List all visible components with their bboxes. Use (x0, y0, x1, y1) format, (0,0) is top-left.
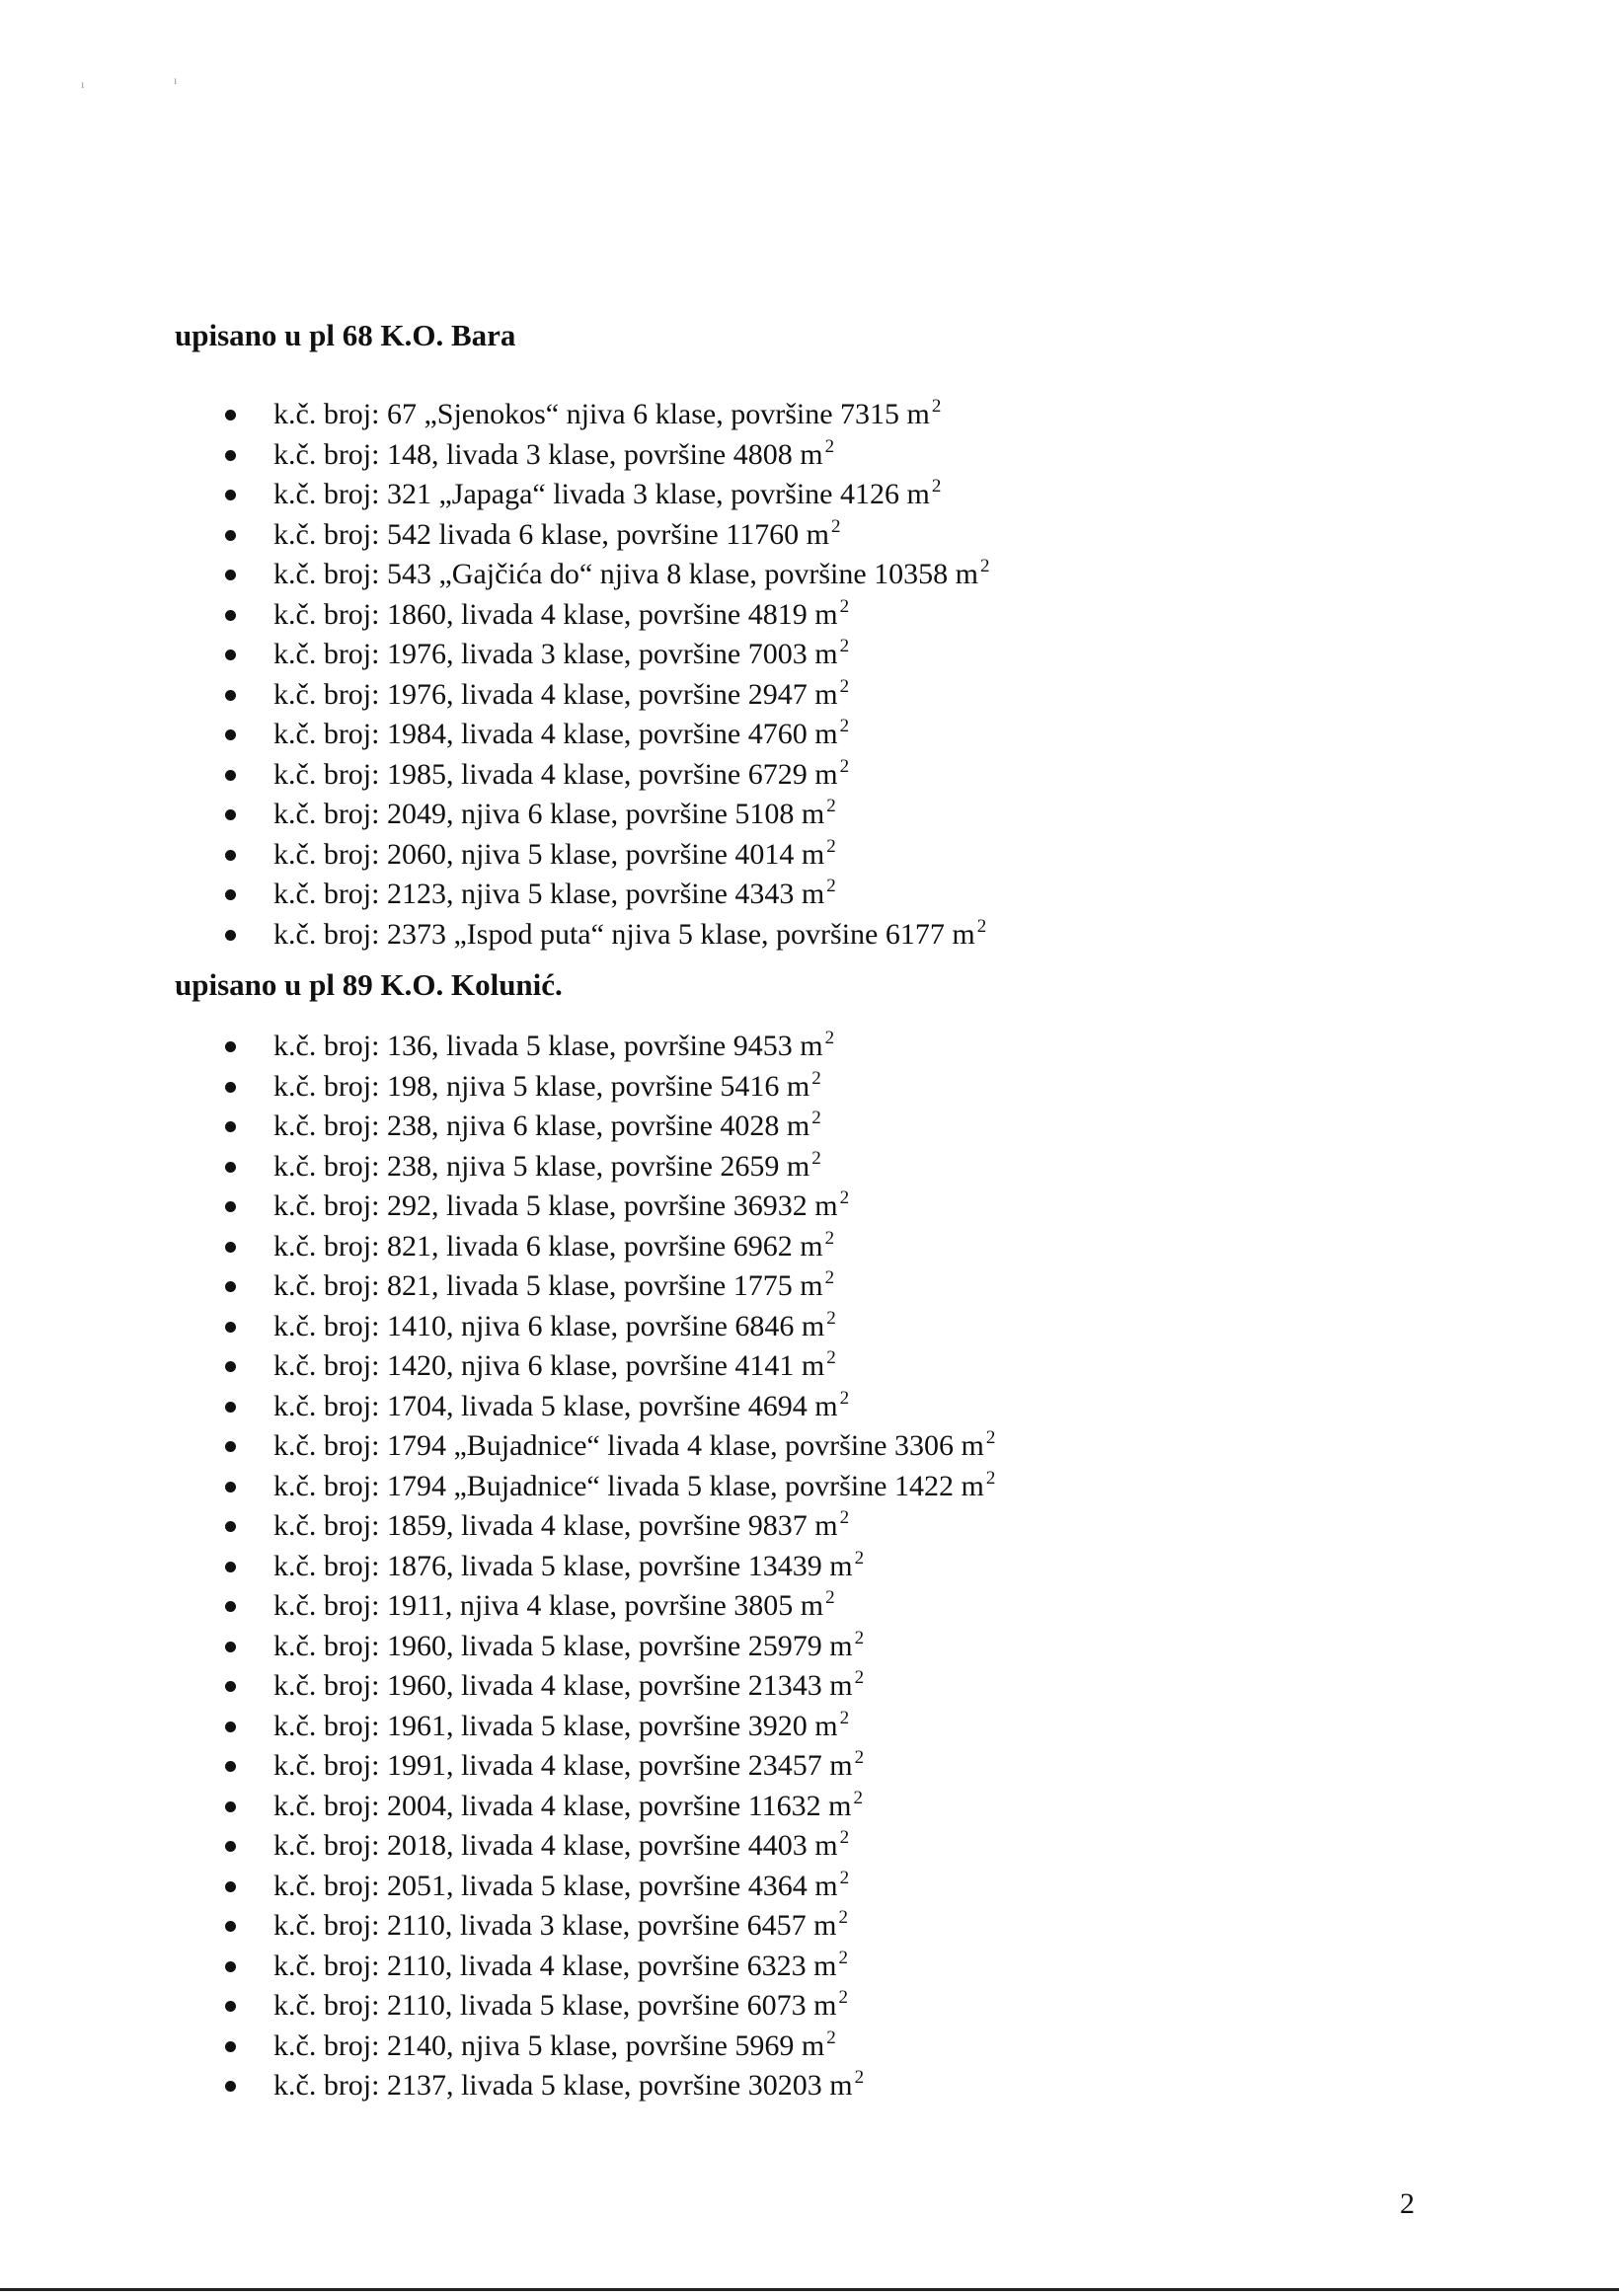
parcel-description: k.č. broj: 1960, livada 4 klase, površine 21343 m (273, 1669, 853, 1702)
parcel-description: k.č. broj: 542 livada 6 klase, površine 11760 m (273, 517, 829, 551)
bullet-icon (225, 1402, 236, 1413)
parcel-text (273, 1826, 849, 1867)
area-unit-exponent: 2 (839, 595, 850, 617)
parcel-description: k.č. broj: 2018, livada 4 klase, površine 4403 m (273, 1829, 838, 1862)
parcel-text (273, 1506, 849, 1547)
bullet-icon (225, 610, 236, 621)
parcel-text (273, 1147, 821, 1187)
bullet-icon (225, 1921, 236, 1932)
parcel-text (273, 1627, 864, 1667)
area-unit-exponent: 2 (826, 1347, 836, 1368)
area-unit-exponent: 2 (839, 1827, 850, 1848)
bullet-icon (225, 410, 236, 421)
parcel-text (273, 675, 849, 716)
bullet-icon (225, 1082, 236, 1093)
bullet-icon (225, 1242, 236, 1253)
parcel-text (273, 435, 834, 476)
area-unit-exponent: 2 (826, 876, 836, 896)
area-unit-exponent: 2 (839, 1187, 850, 1208)
area-unit-exponent: 2 (985, 1467, 996, 1489)
parcel-description: k.č. broj: 2051, livada 5 klase, površine 4364 m (273, 1869, 838, 1902)
parcel-text (273, 1307, 836, 1347)
area-unit-exponent: 2 (826, 1307, 836, 1329)
parcel-text (273, 1426, 995, 1467)
area-unit-exponent: 2 (826, 835, 836, 857)
parcel-description: k.č. broj: 1420, njiva 6 klase, površine 4141 m (273, 1349, 825, 1382)
parcel-description: k.č. broj: 148, livada 3 klase, površine 4808 m (273, 437, 823, 471)
bullet-icon (225, 1562, 236, 1572)
area-unit-exponent: 2 (979, 556, 990, 576)
parcel-text (273, 1186, 849, 1227)
bullet-icon (225, 809, 236, 820)
area-unit-exponent: 2 (854, 1627, 865, 1648)
bullet-icon (225, 1041, 236, 1052)
area-unit-exponent: 2 (854, 2067, 865, 2088)
area-unit-exponent: 2 (824, 1227, 835, 1249)
parcel-text (273, 755, 849, 796)
area-unit-exponent: 2 (838, 1907, 848, 1928)
area-unit-exponent: 2 (839, 1707, 850, 1728)
parcel-text (273, 835, 836, 876)
parcel-description: k.č. broj: 821, livada 5 klase, površine 1775 m (273, 1269, 823, 1302)
bullet-icon (225, 2081, 236, 2092)
area-unit-exponent: 2 (839, 1387, 850, 1409)
parcel-text (273, 1227, 834, 1267)
parcel-description: k.č. broj: 2110, livada 4 klase, površine 6323 m (273, 1949, 837, 1982)
area-unit-exponent: 2 (854, 1747, 865, 1768)
bullet-icon (225, 1761, 236, 1772)
parcel-description: k.č. broj: 198, njiva 5 klase, površine 5416 m (273, 1069, 810, 1103)
area-unit-exponent: 2 (826, 796, 836, 816)
bullet-icon (225, 1642, 236, 1652)
parcel-text (273, 1787, 863, 1827)
bullet-icon (225, 530, 236, 541)
parcel-description: k.č. broj: 1794 „Bujadnice“ livada 4 klase, površine 3306 m (273, 1429, 984, 1462)
area-unit-exponent: 2 (838, 1987, 848, 2008)
parcel-text (273, 795, 836, 835)
parcel-text (273, 1986, 848, 2027)
parcel-description: k.č. broj: 821, livada 6 klase, površine 6962 m (273, 1229, 823, 1263)
parcel-description: k.č. broj: 1976, livada 4 klase, površine 2947 m (273, 677, 838, 711)
parcel-text (273, 395, 941, 435)
area-unit-exponent: 2 (931, 476, 942, 497)
bullet-icon (225, 1722, 236, 1732)
scan-artifact-mark: ı (81, 77, 85, 91)
parcel-text (273, 875, 836, 915)
bullet-icon (225, 690, 236, 701)
parcel-description: k.č. broj: 1985, livada 4 klase, površine 6729 m (273, 757, 838, 791)
bullet-icon (225, 1441, 236, 1452)
parcel-description: k.č. broj: 292, livada 5 klase, površine 36932 m (273, 1189, 838, 1222)
parcel-description: k.č. broj: 321 „Japaga“ livada 3 klase, površine 4126 m (273, 478, 930, 510)
bullet-icon (225, 490, 236, 500)
area-unit-exponent: 2 (931, 396, 942, 417)
bullet-icon (225, 850, 236, 861)
area-unit-exponent: 2 (839, 755, 850, 777)
parcel-description: k.č. broj: 2004, livada 4 klase, površine 11632 m (273, 1789, 852, 1822)
bullet-icon (225, 1841, 236, 1852)
parcel-text (273, 715, 849, 755)
parcel-description: k.č. broj: 2137, livada 5 klase, površine 30203 m (273, 2069, 853, 2102)
area-unit-exponent: 2 (826, 2027, 836, 2048)
parcel-text (273, 2066, 864, 2106)
bullet-icon (225, 570, 236, 580)
parcel-description: k.č. broj: 2140, njiva 5 klase, površine 5969 m (273, 2028, 825, 2062)
parcel-description: k.č. broj: 1960, livada 5 klase, površine 25979 m (273, 1629, 853, 1662)
bullet-icon (225, 1281, 236, 1292)
parcel-text (273, 1547, 864, 1587)
parcel-description: k.č. broj: 2110, livada 3 klase, površine 6457 m (273, 1909, 837, 1942)
parcel-text (273, 2027, 836, 2067)
bullet-icon (225, 889, 236, 900)
area-unit-exponent: 2 (825, 1587, 835, 1608)
parcel-text (273, 555, 989, 595)
parcel-description: k.č. broj: 1961, livada 5 klase, površine 3920 m (273, 1709, 838, 1742)
parcel-description: k.č. broj: 2110, livada 5 klase, površine 6073 m (273, 1989, 837, 2022)
section-heading-bara: upisano u pl 68 K.O. Bara (175, 318, 516, 352)
area-unit-exponent: 2 (811, 1108, 821, 1128)
bullet-icon (225, 1881, 236, 1892)
page-number: 2 (1400, 2187, 1415, 2220)
parcel-text (273, 475, 941, 515)
area-unit-exponent: 2 (839, 636, 850, 656)
bullet-icon (225, 729, 236, 740)
area-unit-exponent: 2 (853, 1787, 863, 1808)
area-unit-exponent: 2 (839, 1867, 850, 1888)
parcel-text (273, 1586, 835, 1627)
section-heading-kolunic: upisano u pl 89 K.O. Kolunić. (175, 967, 563, 1002)
parcel-text (273, 1067, 821, 1108)
bullet-icon (225, 1322, 236, 1333)
bullet-icon (225, 650, 236, 660)
area-unit-exponent: 2 (854, 1547, 865, 1569)
parcel-text (273, 1346, 836, 1387)
bullet-icon (225, 450, 236, 461)
parcel-text (273, 635, 849, 675)
bullet-icon (225, 1201, 236, 1212)
parcel-text (273, 1666, 864, 1707)
parcel-description: k.č. broj: 1876, livada 5 klase, površine 13439 m (273, 1549, 853, 1582)
parcel-description: k.č. broj: 2060, njiva 5 klase, površine 4014 m (273, 837, 825, 871)
parcel-text (273, 1867, 849, 1907)
bullet-icon (225, 1482, 236, 1492)
area-unit-exponent: 2 (811, 1147, 821, 1169)
area-unit-exponent: 2 (985, 1427, 996, 1448)
parcel-description: k.č. broj: 1860, livada 4 klase, površine 4819 m (273, 597, 838, 631)
parcel-text (273, 1906, 848, 1947)
parcel-description: k.č. broj: 1859, livada 4 klase, površine 9837 m (273, 1509, 838, 1542)
bullet-icon (225, 930, 236, 941)
parcel-text (273, 515, 840, 556)
bullet-icon (225, 1361, 236, 1372)
bullet-icon (225, 2001, 236, 2012)
area-unit-exponent: 2 (824, 1028, 835, 1048)
parcel-description: k.č. broj: 543 „Gajčića do“ njiva 8 klase, površine 10358 m (273, 558, 978, 590)
bullet-icon (225, 1521, 236, 1532)
scan-artifact-mark: ı (174, 73, 178, 87)
parcel-description: k.č. broj: 136, livada 5 klase, površine 9453 m (273, 1030, 823, 1062)
area-unit-exponent: 2 (839, 1507, 850, 1528)
area-unit-exponent: 2 (811, 1067, 821, 1089)
parcel-description: k.č. broj: 1410, njiva 6 klase, površine 6846 m (273, 1309, 825, 1342)
parcel-description: k.č. broj: 1704, livada 5 klase, površine 4694 m (273, 1389, 838, 1422)
parcel-description: k.č. broj: 1911, njiva 4 klase, površine 3805 m (273, 1589, 824, 1622)
parcel-description: k.č. broj: 1794 „Bujadnice“ livada 5 klase, površine 1422 m (273, 1469, 984, 1502)
bullet-icon (225, 1681, 236, 1692)
bullet-icon (225, 1162, 236, 1173)
area-unit-exponent: 2 (839, 716, 850, 736)
bullet-icon (225, 770, 236, 781)
area-unit-exponent: 2 (824, 435, 835, 457)
bottom-scan-edge (0, 2288, 1619, 2291)
parcel-text (273, 1947, 848, 1987)
bullet-icon (225, 1601, 236, 1612)
parcel-description: k.č. broj: 1991, livada 4 klase, površine 23457 m (273, 1749, 853, 1782)
parcel-description: k.č. broj: 1976, livada 3 klase, površine 7003 m (273, 638, 838, 670)
parcel-description: k.č. broj: 238, njiva 5 klase, površine 2659 m (273, 1149, 810, 1183)
area-unit-exponent: 2 (839, 675, 850, 697)
parcel-description: k.č. broj: 1984, livada 4 klase, površine 4760 m (273, 718, 838, 750)
bullet-icon (225, 2041, 236, 2052)
parcel-text (273, 1266, 834, 1307)
parcel-text (273, 1746, 864, 1787)
area-unit-exponent: 2 (824, 1267, 835, 1288)
parcel-description: k.č. broj: 2123, njiva 5 klase, površine 4343 m (273, 878, 825, 910)
bullet-icon (225, 1121, 236, 1132)
parcel-description: k.č. broj: 67 „Sjenokos“ njiva 6 klase, površine 7315 m (273, 398, 930, 430)
parcel-description: k.č. broj: 238, njiva 6 klase, površine 4028 m (273, 1110, 810, 1142)
area-unit-exponent: 2 (838, 1947, 848, 1968)
parcel-text (273, 1707, 849, 1747)
parcel-text (273, 1107, 821, 1147)
parcel-text (273, 595, 849, 636)
parcel-text (273, 1387, 849, 1427)
area-unit-exponent: 2 (830, 515, 841, 537)
parcel-text (273, 1467, 995, 1507)
bullet-icon (225, 1801, 236, 1812)
bullet-icon (225, 1961, 236, 1972)
area-unit-exponent: 2 (854, 1667, 865, 1688)
parcel-text (273, 1027, 834, 1067)
area-unit-exponent: 2 (976, 915, 987, 937)
parcel-description: k.č. broj: 2373 „Ispod puta“ njiva 5 klase, površine 6177 m (273, 917, 975, 951)
parcel-description: k.č. broj: 2049, njiva 6 klase, površine 5108 m (273, 798, 825, 830)
parcel-text (273, 915, 986, 956)
